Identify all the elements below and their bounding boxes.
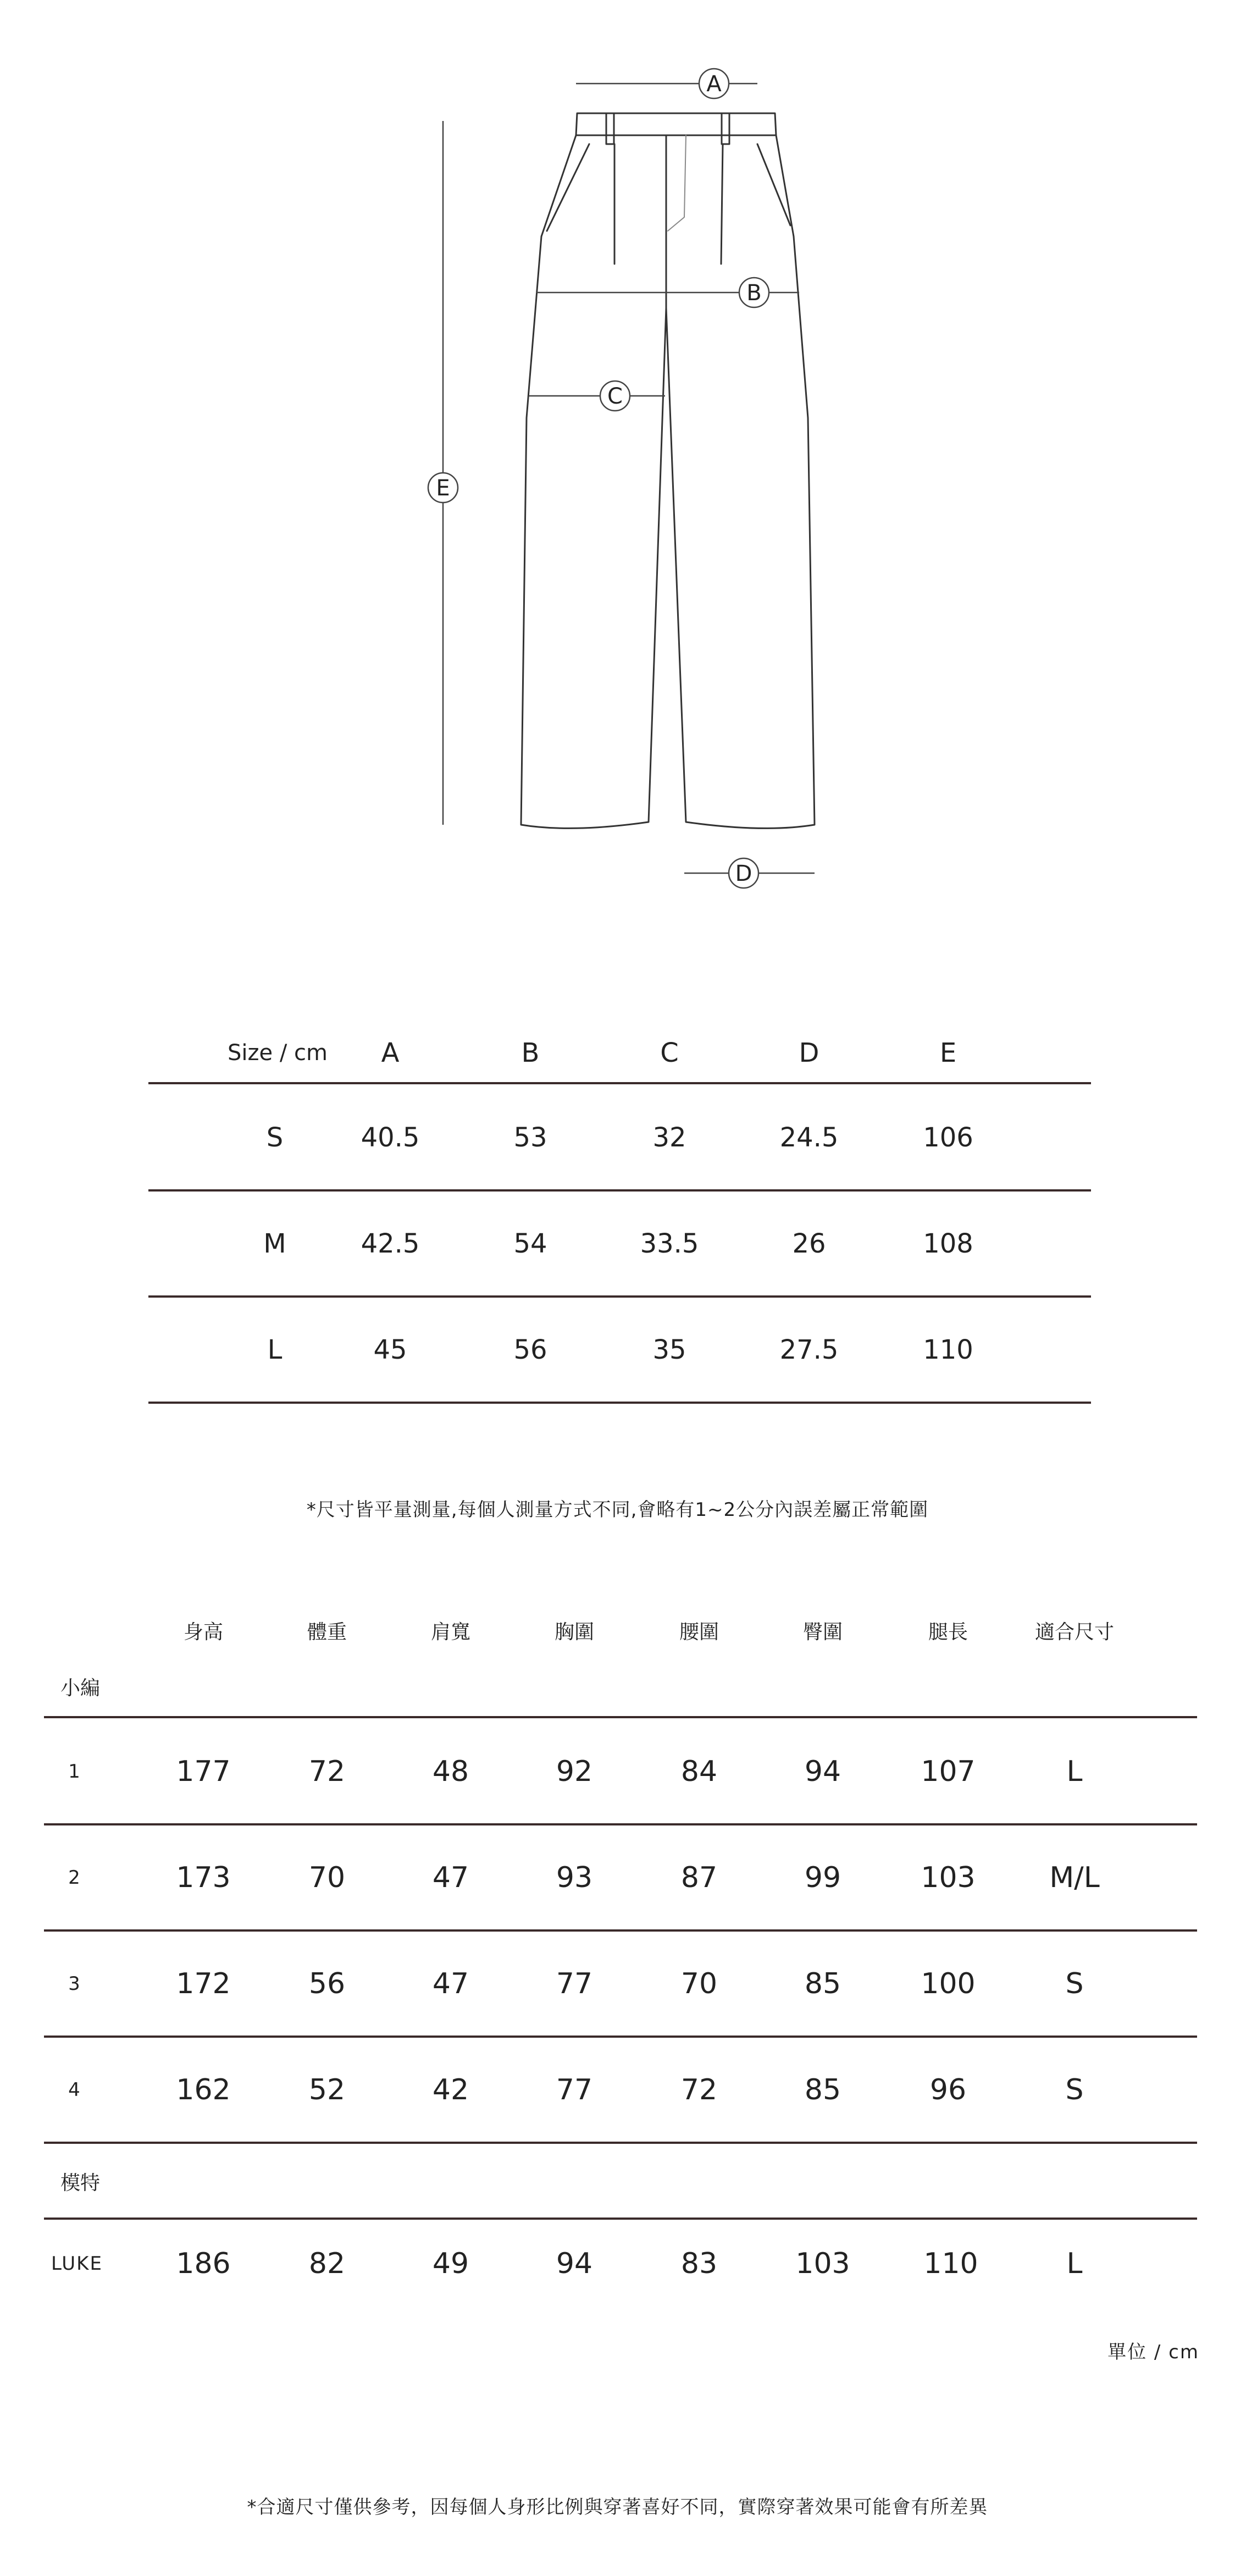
header-leg: 腿長 — [928, 1620, 968, 1643]
staff-row-1 — [44, 1718, 1197, 1824]
row-index: 4 — [68, 2078, 80, 2101]
cell-chest: 93 — [556, 1861, 593, 1894]
cell-height: 173 — [176, 1861, 231, 1894]
group-staff-row — [44, 1655, 1197, 1718]
cell-shoulder: 42 — [432, 2073, 469, 2106]
size-value: 110 — [923, 1334, 973, 1365]
marker-e-label: E — [436, 476, 450, 501]
size-table — [148, 1023, 1091, 1365]
model-name: LUKE — [51, 2253, 103, 2275]
model-row-luke — [44, 2220, 1197, 2308]
cell-hip: 85 — [804, 1967, 841, 2000]
size-value: 40.5 — [361, 1122, 420, 1153]
marker-a-label: A — [706, 71, 722, 97]
size-value: 32 — [652, 1122, 686, 1153]
size-value: 45 — [373, 1334, 407, 1365]
staff-row-4 — [44, 2037, 1197, 2143]
cell-leg: 103 — [921, 1861, 976, 1894]
fly-stitch — [668, 135, 686, 231]
cell-waist: 84 — [680, 1755, 718, 1788]
cell-fit-size: M/L — [1049, 1861, 1100, 1894]
cell-shoulder: 49 — [432, 2247, 469, 2280]
size-value: 42.5 — [361, 1228, 420, 1259]
header-col-a: A — [381, 1038, 400, 1068]
pants-measurement-diagram — [0, 0, 1235, 935]
fit-note: *合適尺寸僅供參考，因每個人身形比例與穿著喜好不同，實際穿著效果可能會有所差異 — [247, 2496, 988, 2518]
marker-c-label: C — [607, 384, 623, 409]
size-value: 53 — [513, 1122, 547, 1153]
cell-fit-size: S — [1065, 1967, 1084, 2000]
size-value: 35 — [652, 1334, 686, 1365]
cell-chest: 77 — [556, 2073, 593, 2106]
cell-fit-size: L — [1066, 1755, 1083, 1788]
marker-b-label: B — [746, 280, 762, 306]
header-col-b: B — [521, 1038, 540, 1068]
cell-waist: 70 — [680, 1967, 718, 2000]
size-table-divider — [148, 1402, 1091, 1404]
cell-height: 162 — [176, 2073, 231, 2106]
cell-chest: 92 — [556, 1755, 593, 1788]
size-value: 24.5 — [779, 1122, 839, 1153]
cell-shoulder: 47 — [432, 1967, 469, 2000]
cell-waist: 72 — [680, 2073, 718, 2106]
size-value: 106 — [923, 1122, 973, 1153]
belt-loop-left — [606, 113, 614, 144]
size-row-m — [148, 1190, 1091, 1297]
cell-hip: 94 — [804, 1755, 841, 1788]
cell-waist: 83 — [680, 2247, 718, 2280]
header-weight: 體重 — [307, 1620, 347, 1643]
header-fit-size: 適合尺寸 — [1034, 1620, 1114, 1643]
size-label: L — [267, 1334, 283, 1365]
cell-hip: 99 — [804, 1861, 841, 1894]
pants-diagram-svg — [0, 0, 1235, 935]
cell-leg: 107 — [921, 1755, 976, 1788]
header-col-c: C — [660, 1038, 679, 1068]
measure-note: *尺寸皆平量測量,每個人測量方式不同,會略有1~2公分內誤差屬正常範圍 — [306, 1499, 929, 1521]
size-value: 33.5 — [640, 1228, 699, 1259]
model-table-header — [44, 1606, 1197, 1655]
size-row-s — [148, 1084, 1091, 1190]
cell-height: 172 — [176, 1967, 231, 2000]
row-index: 1 — [68, 1760, 80, 1783]
size-value: 54 — [513, 1228, 547, 1259]
size-row-l — [148, 1297, 1091, 1403]
cell-height: 186 — [176, 2247, 231, 2280]
group-staff-label: 小編 — [60, 1677, 101, 1700]
cell-weight: 82 — [308, 2247, 346, 2280]
header-chest: 胸圍 — [554, 1620, 594, 1643]
cell-weight: 72 — [308, 1755, 346, 1788]
cell-weight: 56 — [308, 1967, 346, 2000]
staff-row-2 — [44, 1824, 1197, 1930]
size-value: 56 — [513, 1334, 547, 1365]
header-size-unit: Size / cm — [228, 1040, 328, 1066]
row-index: 3 — [68, 1972, 80, 1995]
cell-fit-size: L — [1066, 2247, 1083, 2280]
cell-weight: 52 — [308, 2073, 346, 2106]
size-value: 108 — [923, 1228, 973, 1259]
pleat-right — [721, 144, 723, 264]
cell-height: 177 — [176, 1755, 231, 1788]
header-col-d: D — [799, 1038, 819, 1068]
model-fit-table — [44, 1606, 1197, 2308]
unit-label: 單位 / cm — [1107, 2341, 1199, 2363]
header-height: 身高 — [183, 1620, 223, 1643]
header-col-e: E — [939, 1038, 957, 1068]
group-model-row — [44, 2143, 1197, 2220]
cell-chest: 77 — [556, 1967, 593, 2000]
group-model-label: 模特 — [60, 2171, 101, 2194]
cell-fit-size: S — [1065, 2073, 1084, 2106]
belt-loop-right — [722, 113, 729, 144]
header-waist: 腰圍 — [679, 1620, 719, 1643]
cell-weight: 70 — [308, 1861, 346, 1894]
pants-outline — [521, 135, 815, 828]
size-value: 27.5 — [779, 1334, 839, 1365]
header-shoulder: 肩寬 — [430, 1620, 470, 1643]
size-label: S — [266, 1122, 284, 1153]
staff-row-3 — [44, 1930, 1197, 2037]
header-hip: 臀圍 — [802, 1620, 843, 1643]
size-value: 26 — [792, 1228, 826, 1259]
cell-hip: 85 — [804, 2073, 841, 2106]
cell-shoulder: 48 — [432, 1755, 469, 1788]
size-table-header — [148, 1023, 1091, 1083]
cell-leg: 100 — [921, 1967, 976, 2000]
marker-d-label: D — [735, 861, 752, 886]
cell-leg: 110 — [923, 2247, 978, 2280]
cell-hip: 103 — [795, 2247, 850, 2280]
cell-waist: 87 — [680, 1861, 718, 1894]
cell-shoulder: 47 — [432, 1861, 469, 1894]
cell-leg: 96 — [929, 2073, 967, 2106]
size-label: M — [263, 1228, 286, 1259]
cell-chest: 94 — [556, 2247, 593, 2280]
row-index: 2 — [68, 1866, 80, 1889]
